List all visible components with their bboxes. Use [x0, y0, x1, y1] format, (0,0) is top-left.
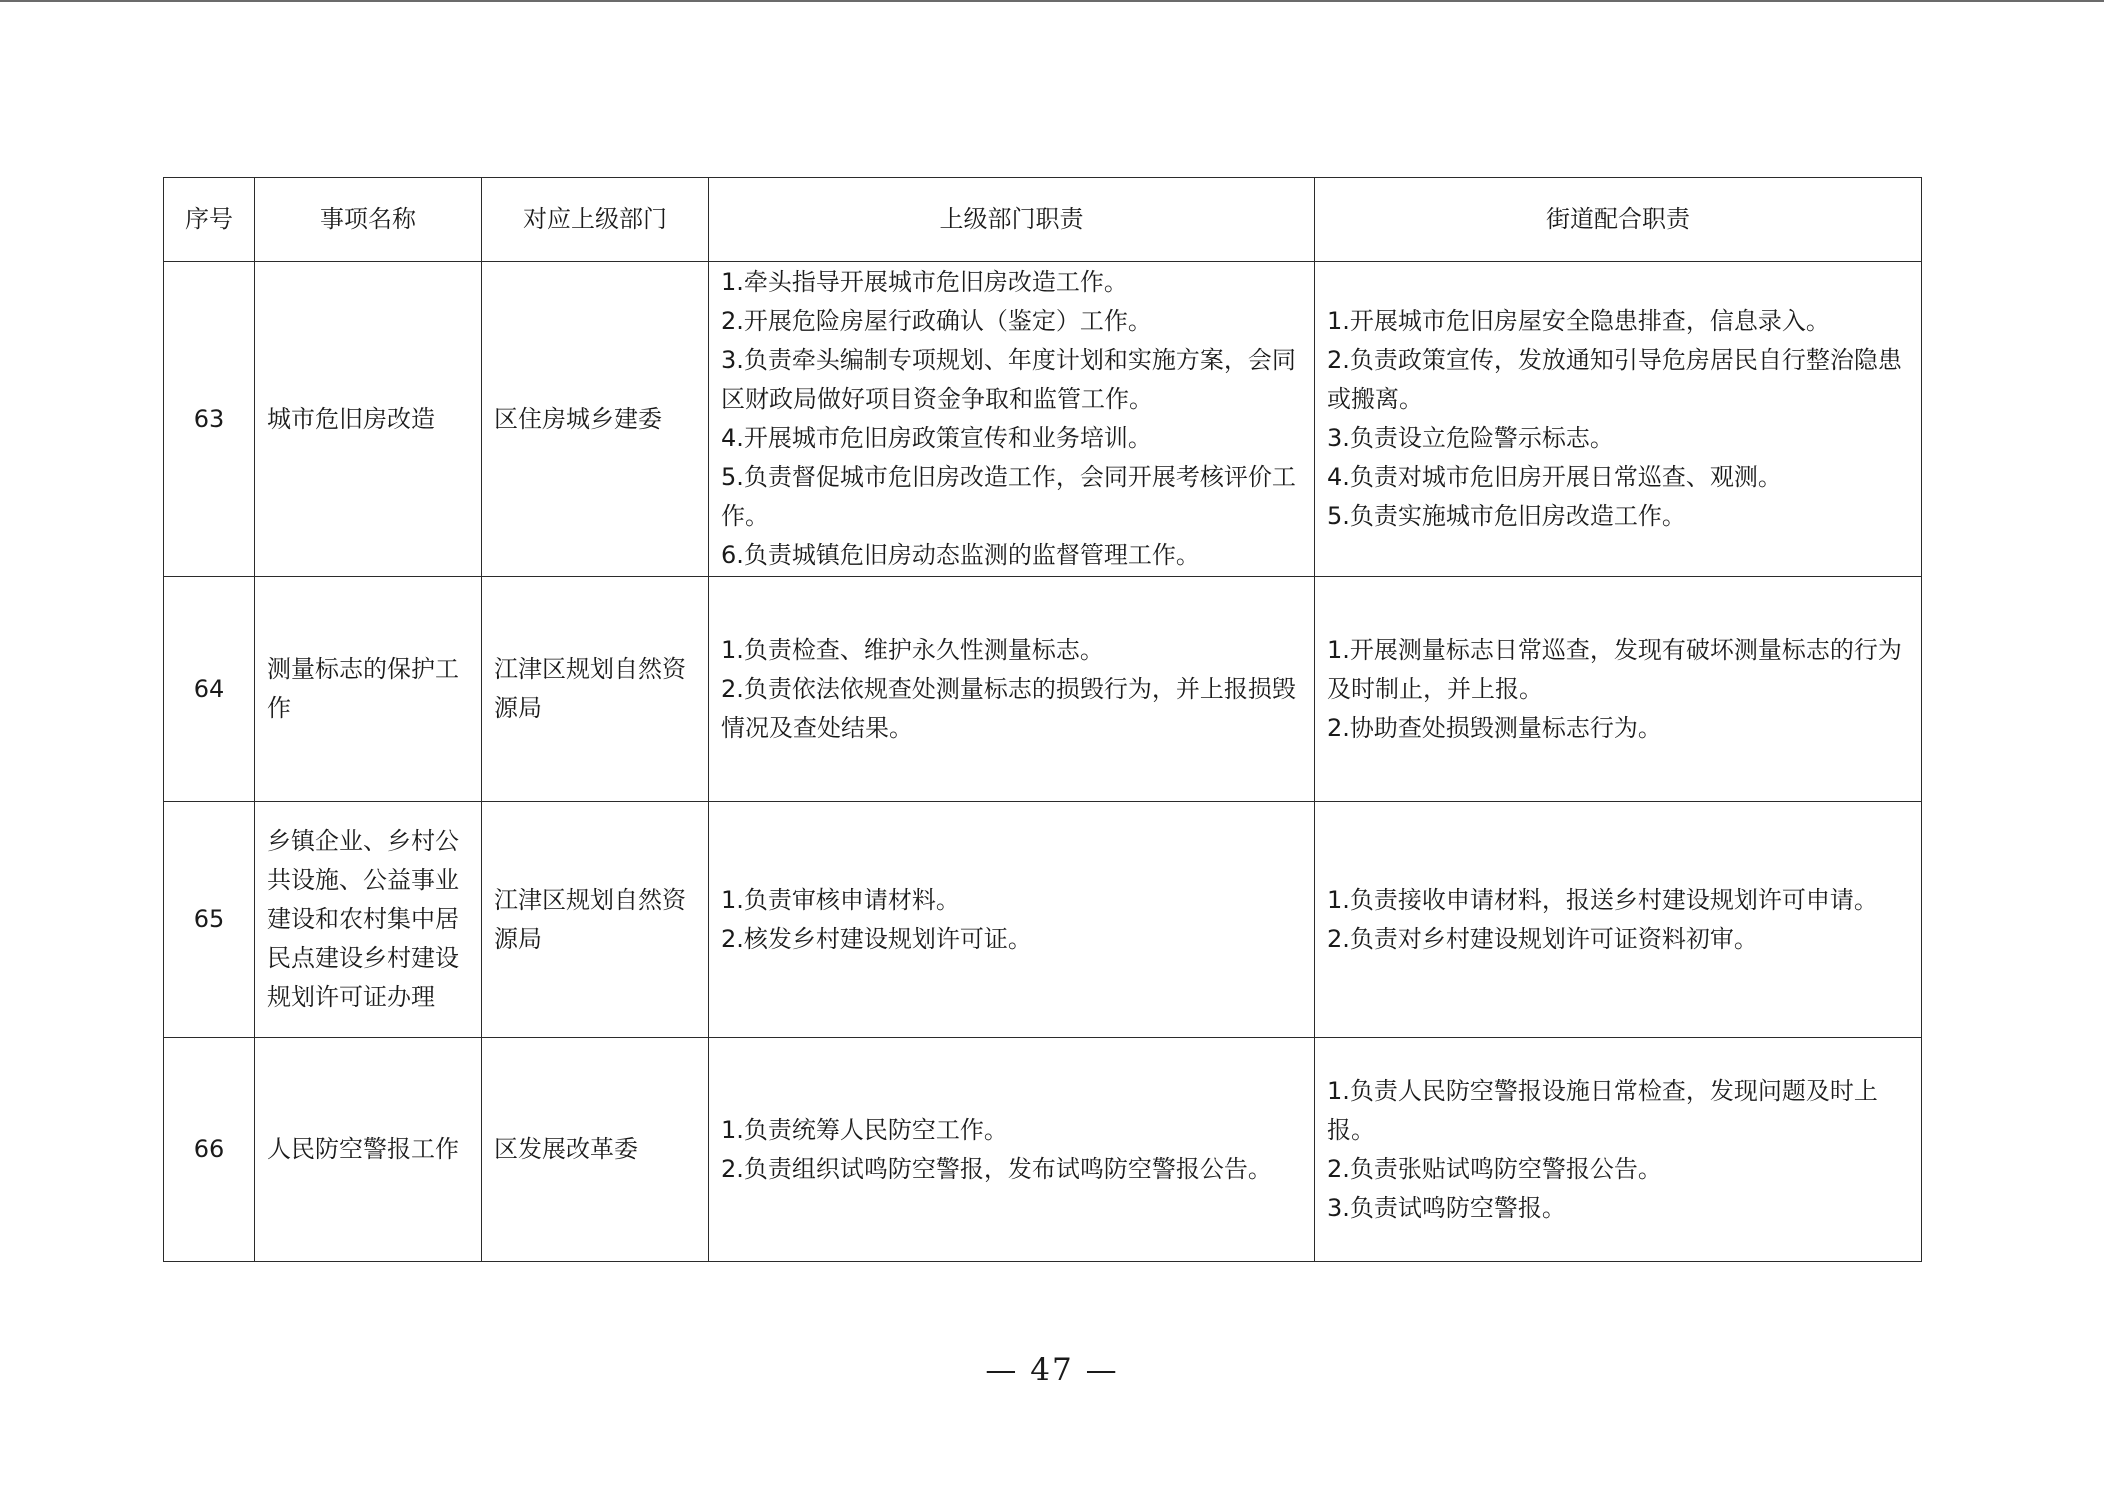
duty-line: 1.负责统筹人民防空工作。: [721, 1115, 1008, 1144]
duty-line: 2.负责依法依规查处测量标志的损毁行为，并上报损毁情况及查处结果。: [721, 674, 1296, 742]
page-number: — 47 —: [985, 1352, 1119, 1388]
row-serial-number: 64: [164, 577, 255, 802]
header-superior-department: 对应上级部门: [482, 178, 709, 262]
row-street-duties: [1315, 577, 1922, 802]
duty-line: 6.负责城镇危旧房动态监测的监督管理工作。: [721, 541, 1200, 569]
row-serial-number: 65: [164, 802, 255, 1038]
table-row: [164, 1038, 1922, 1262]
row-superior-department: 区住房城乡建委: [482, 262, 709, 577]
row-item-name: 乡镇企业、乡村公共设施、公益事业建设和农村集中居民点建设乡村建设规划许可证办理: [255, 802, 482, 1038]
table-row: [164, 262, 1922, 577]
duty-line: 4.负责对城市危旧房开展日常巡查、观测。: [1327, 463, 1782, 491]
duty-line: 1.牵头指导开展城市危旧房改造工作。: [721, 268, 1128, 296]
row-street-duties: [1315, 262, 1922, 577]
table-row: [164, 577, 1922, 802]
row-superior-department: 江津区规划自然资源局: [482, 577, 709, 802]
duty-line: 1.负责人民防空警报设施日常检查，发现问题及时上报。: [1327, 1076, 1878, 1144]
duty-table: [163, 177, 1922, 1262]
duty-line: 2.核发乡村建设规划许可证。: [721, 924, 1032, 953]
row-superior-duties: [709, 802, 1315, 1038]
duty-line: 2.负责对乡村建设规划许可证资料初审。: [1327, 924, 1758, 953]
duty-line: 5.负责督促城市危旧房改造工作，会同开展考核评价工作。: [721, 463, 1296, 530]
table-row: [164, 802, 1922, 1038]
row-serial-number: 66: [164, 1038, 255, 1262]
table-header-row: [164, 178, 1922, 262]
row-item-name: 人民防空警报工作: [255, 1038, 482, 1262]
duty-table-container: [163, 177, 1921, 1262]
row-superior-duties: [709, 1038, 1315, 1262]
header-serial-number: 序号: [164, 178, 255, 262]
duty-line: 1.开展城市危旧房屋安全隐患排查，信息录入。: [1327, 307, 1830, 335]
row-item-name: 测量标志的保护工作: [255, 577, 482, 802]
row-street-duties: [1315, 802, 1922, 1038]
header-item-name: 事项名称: [255, 178, 482, 262]
row-superior-duties: [709, 262, 1315, 577]
row-street-duties: [1315, 1038, 1922, 1262]
duty-line: 1.开展测量标志日常巡查，发现有破坏测量标志的行为及时制止，并上报。: [1327, 635, 1902, 703]
duty-line: 1.负责检查、维护永久性测量标志。: [721, 635, 1104, 664]
header-street-duties: 街道配合职责: [1315, 178, 1922, 262]
header-superior-duties: 上级部门职责: [709, 178, 1315, 262]
duty-line: 4.开展城市危旧房政策宣传和业务培训。: [721, 424, 1152, 452]
duty-line: 5.负责实施城市危旧房改造工作。: [1327, 502, 1686, 530]
duty-line: 2.负责张贴试鸣防空警报公告。: [1327, 1154, 1662, 1183]
row-superior-duties: [709, 577, 1315, 802]
row-superior-department: 区发展改革委: [482, 1038, 709, 1262]
row-item-name: 城市危旧房改造: [255, 262, 482, 577]
duty-line: 2.负责组织试鸣防空警报，发布试鸣防空警报公告。: [721, 1154, 1272, 1183]
top-border-line: [0, 0, 2104, 2]
duty-line: 3.负责试鸣防空警报。: [1327, 1193, 1566, 1222]
row-serial-number: 63: [164, 262, 255, 577]
duty-line: 3.负责牵头编制专项规划、年度计划和实施方案，会同区财政局做好项目资金争取和监管工作。: [721, 346, 1296, 413]
duty-line: 2.负责政策宣传，发放通知引导危房居民自行整治隐患或搬离。: [1327, 346, 1902, 413]
duty-line: 1.负责接收申请材料，报送乡村建设规划许可申请。: [1327, 885, 1878, 914]
duty-line: 2.开展危险房屋行政确认（鉴定）工作。: [721, 307, 1152, 335]
duty-line: 3.负责设立危险警示标志。: [1327, 424, 1614, 452]
duty-line: 2.协助查处损毁测量标志行为。: [1327, 713, 1662, 742]
duty-line: 1.负责审核申请材料。: [721, 885, 960, 914]
row-superior-department: 江津区规划自然资源局: [482, 802, 709, 1038]
